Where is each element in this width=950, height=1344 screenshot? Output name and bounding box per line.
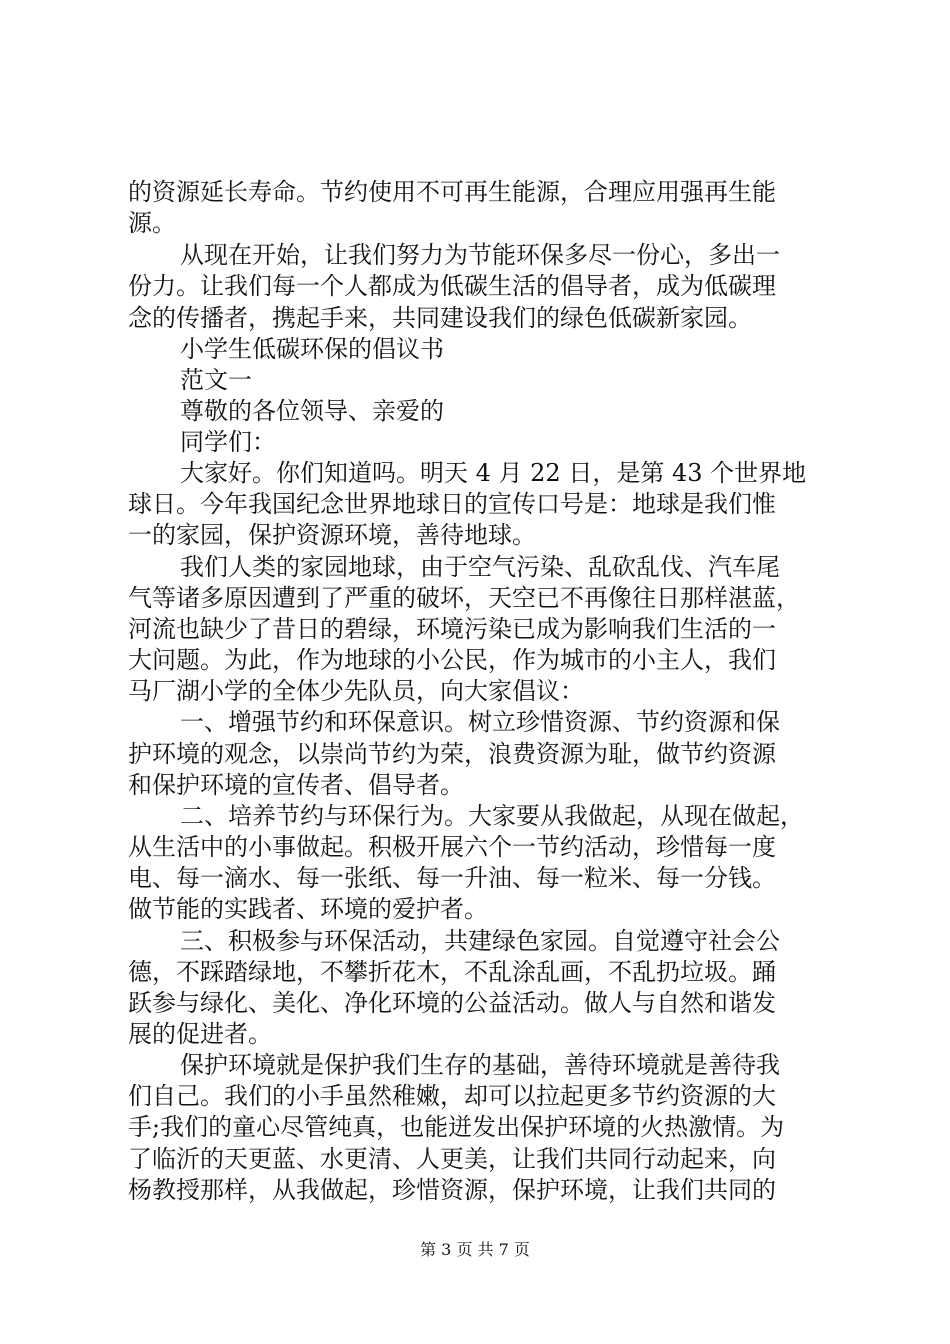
text-line: 们自己。我们的小手虽然稚嫩，却可以拉起更多节约资源的大 — [128, 1082, 776, 1110]
text-line: 保护环境就是保护我们生存的基础，善待环境就是善待我 — [180, 1051, 780, 1079]
text-line: 从现在开始，让我们努力为节能环保多尽一份心，多出一 — [180, 241, 780, 269]
text-line: 念的传播者，携起手来，共同建设我们的绿色低碳新家园。 — [128, 304, 752, 332]
text-line: 跃参与绿化、美化、净化环境的公益活动。做人与自然和谐发 — [128, 989, 776, 1017]
section-label: 范文一 — [180, 366, 252, 394]
text-line: 和保护环境的宣传者、倡导者。 — [128, 771, 464, 799]
text-line: 大问题。为此，作为地球的小公民，作为城市的小主人，我们 — [128, 646, 776, 674]
text-line: 做节能的实践者、环境的爱护者。 — [128, 895, 488, 923]
text-line: 河流也缺少了昔日的碧绿，环境污染已成为影响我们生活的一 — [128, 615, 776, 643]
text-line: 德，不踩踏绿地，不攀折花木，不乱涂乱画，不乱扔垃圾。踊 — [128, 958, 776, 986]
text-line: 的资源延长寿命。节约使用不可再生能源，合理应用强再生能 — [128, 178, 776, 206]
salutation-line: 尊敬的各位领导、亲爱的 — [180, 397, 444, 425]
document-title: 小学生低碳环保的倡议书 — [180, 335, 444, 363]
text-line: 一的家园，保护资源环境，善待地球。 — [128, 521, 536, 549]
text-line: 三、积极参与环保活动，共建绿色家园。自觉遵守社会公 — [180, 927, 780, 955]
text-line: 一、增强节约和环保意识。树立珍惜资源、节约资源和保 — [180, 708, 780, 736]
text-line: 大家好。你们知道吗。明天 4 月 22 日，是第 43 个世界地 — [180, 459, 807, 487]
text-line: 马厂湖小学的全体少先队员，向大家倡议： — [128, 677, 584, 705]
text-line: 球日。今年我国纪念世界地球日的宣传口号是：地球是我们惟 — [128, 490, 776, 518]
text-line: 源。 — [128, 209, 176, 237]
text-line: 气等诸多原因遭到了严重的破坏，天空已不再像往日那样湛蓝， — [128, 584, 800, 612]
text-line: 杨教授那样，从我做起，珍惜资源，保护环境，让我们共同的 — [128, 1176, 776, 1204]
text-line: 份力。让我们每一个人都成为低碳生活的倡导者，成为低碳理 — [128, 272, 776, 300]
salutation-line: 同学们： — [180, 428, 276, 456]
text-line: 展的促进者。 — [128, 1020, 272, 1048]
text-line: 电、每一滴水、每一张纸、每一升油、每一粒米、每一分钱。 — [128, 864, 776, 892]
text-line: 手;我们的童心尽管纯真，也能迸发出保护环境的火热激情。为 — [128, 1113, 785, 1141]
text-line: 二、培养节约与环保行为。大家要从我做起，从现在做起， — [180, 802, 804, 830]
page-number-footer: 第 3 页 共 7 页 — [420, 1240, 530, 1259]
text-line: 从生活中的小事做起。积极开展六个一节约活动，珍惜每一度 — [128, 833, 776, 861]
text-line: 我们人类的家园地球，由于空气污染、乱砍乱伐、汽车尾 — [180, 553, 780, 581]
text-line: 护环境的观念，以崇尚节约为荣，浪费资源为耻，做节约资源 — [128, 740, 776, 768]
text-line: 了临沂的天更蓝、水更清、人更美，让我们共同行动起来，向 — [128, 1145, 776, 1173]
